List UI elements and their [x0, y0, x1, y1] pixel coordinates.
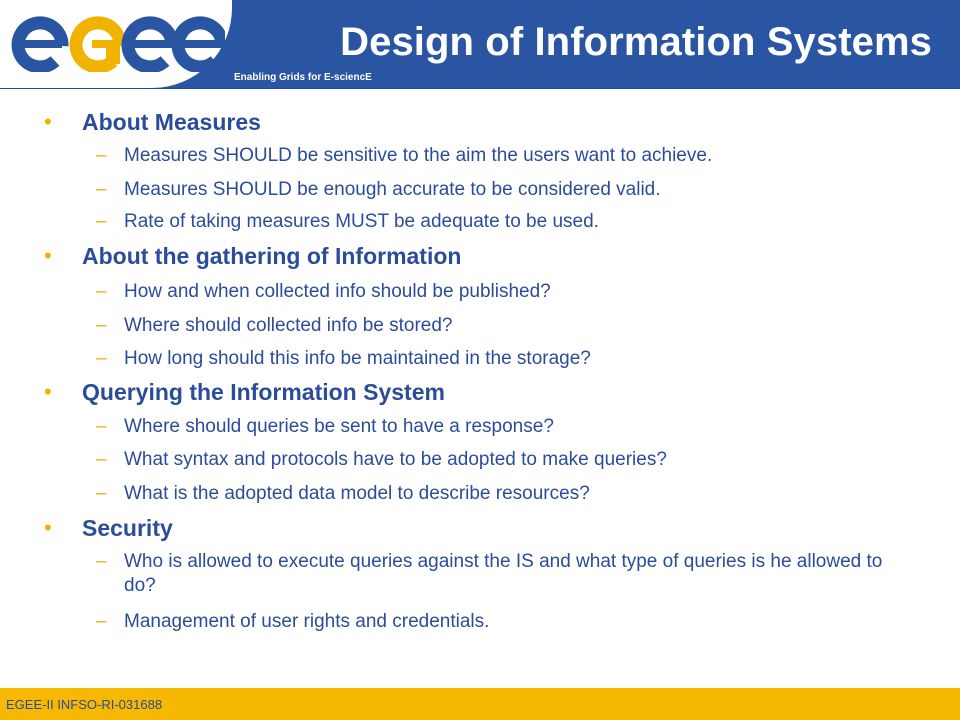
- dash-marker: –: [96, 179, 107, 200]
- section-heading-row: [0, 106, 960, 138]
- list-item-text: How and when collected info should be published?: [124, 281, 551, 302]
- dash-marker: –: [96, 551, 107, 572]
- list-item: [0, 482, 960, 506]
- section-gathering-information: [0, 240, 960, 369]
- bullet-marker: •: [44, 243, 52, 268]
- list-item-text: How long should this info be maintained in the storage?: [124, 348, 591, 369]
- dash-marker: –: [96, 211, 107, 232]
- list-item: [0, 550, 960, 598]
- list-item: [0, 178, 960, 202]
- list-item-text: What syntax and protocols have to be adopted to make queries?: [124, 449, 667, 470]
- list-item-text: What is the adopted data model to describe resources?: [124, 483, 590, 504]
- section-heading-row: [0, 512, 960, 544]
- section-heading: About Measures: [82, 109, 261, 135]
- section-heading: About the gathering of Information: [82, 243, 462, 269]
- section-heading: Querying the Information System: [82, 379, 445, 405]
- section-about-measures: [0, 106, 960, 232]
- bullet-marker: •: [44, 515, 52, 540]
- slide-footer: [0, 688, 960, 720]
- page-title: Design of Information Systems: [340, 20, 932, 64]
- list-item: [0, 144, 960, 168]
- list-item-text: Where should queries be sent to have a response?: [124, 416, 554, 437]
- tagline: Enabling Grids for E-sciencE: [234, 72, 372, 83]
- egee-logo: [10, 12, 225, 72]
- dash-marker: –: [96, 315, 107, 336]
- dash-marker: –: [96, 483, 107, 504]
- list-item: [0, 280, 960, 304]
- bullet-marker: •: [44, 379, 52, 404]
- dash-marker: –: [96, 145, 107, 166]
- list-item: [0, 448, 960, 472]
- list-item: [0, 314, 960, 338]
- list-item-text: Measures SHOULD be sensitive to the aim the users want to achieve.: [124, 145, 713, 166]
- list-item-text: Who is allowed to execute queries against the IS and what type of queries is he allowed to do?: [124, 551, 883, 596]
- footer-text: EGEE-II INFSO-RI-031688: [6, 697, 163, 712]
- list-item: [0, 610, 960, 634]
- list-item-text: Rate of taking measures MUST be adequate to be used.: [124, 211, 599, 232]
- list-item-text: Management of user rights and credentials.: [124, 611, 490, 632]
- section-heading-row: [0, 240, 960, 272]
- list-item-text: Measures SHOULD be enough accurate to be considered valid.: [124, 179, 661, 200]
- dash-marker: –: [96, 348, 107, 369]
- list-item-text: Where should collected info be stored?: [124, 315, 453, 336]
- dash-marker: –: [96, 281, 107, 302]
- slide-header: [0, 0, 960, 89]
- dash-marker: –: [96, 611, 107, 632]
- section-heading: Security: [82, 515, 173, 541]
- section-querying: [0, 376, 960, 504]
- bullet-marker: •: [44, 109, 52, 134]
- section-heading-row: [0, 376, 960, 408]
- dash-marker: –: [96, 449, 107, 470]
- section-security: [0, 512, 960, 632]
- list-item: [0, 415, 960, 439]
- list-item: [0, 210, 960, 234]
- dash-marker: –: [96, 416, 107, 437]
- list-item: [0, 347, 960, 371]
